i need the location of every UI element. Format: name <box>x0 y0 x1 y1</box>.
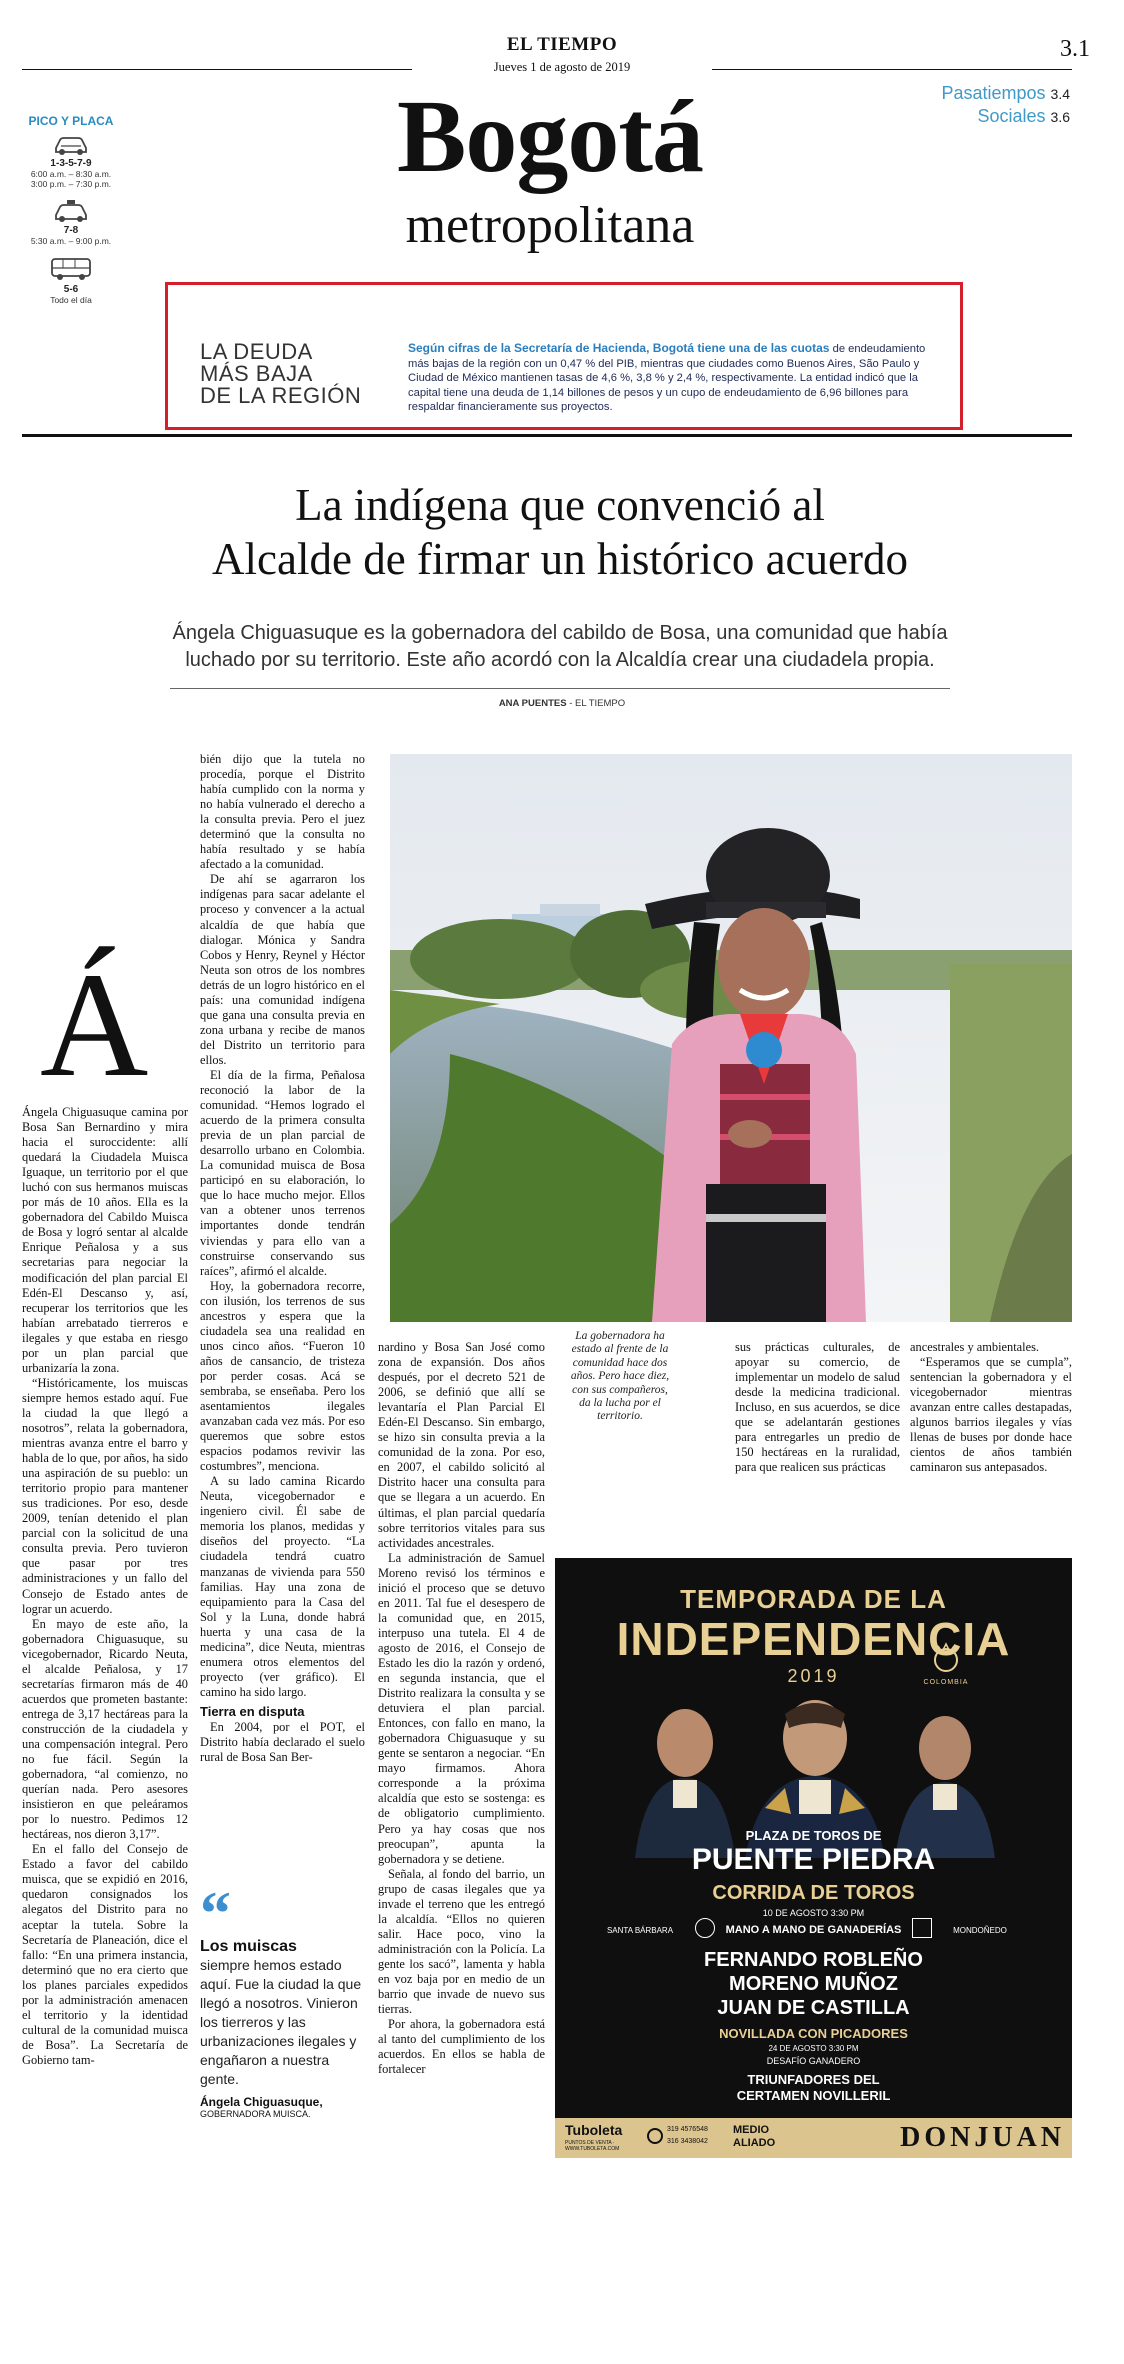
article-headline <box>60 478 1060 586</box>
tuboleta-logo: Tuboleta <box>565 2122 623 2138</box>
torero: FERNANDO ROBLEÑO <box>704 1949 923 1971</box>
article-column-1 <box>22 1105 188 2175</box>
deuda-title <box>200 341 420 407</box>
ad-event: CORRIDA DE TOROS <box>712 1882 915 1904</box>
ad-footer <box>555 2118 1072 2158</box>
paragraph: En 2004, por el POT, el Distrito había declarado el suelo rural de Bosa San Ber- <box>200 1720 365 1765</box>
ad-logo-text: COLOMBIA <box>923 1679 969 1686</box>
ad-line1: TEMPORADA DE LA <box>680 1584 947 1614</box>
index-page: 3.4 <box>1050 86 1070 102</box>
car-icon <box>52 134 90 156</box>
dropcap: Á <box>40 942 149 1108</box>
pullquote-text: siempre hemos estado aquí. Fue la ciudad la que llegó a nosotros. Vinieron los tierreros y las urbanizaciones ilegales y engañaron a nuestra gente. <box>200 1957 362 2087</box>
pico-row-car <box>18 134 124 189</box>
index-label: Pasatiempos <box>941 83 1046 103</box>
article-photo <box>390 754 1072 1322</box>
paragraph: Ángela Chiguasuque camina por Bosa San Bernardino y mira hacia el suroccidente: allí quedará la Ciudadela Muisca Iguaque, un territorio por el que luchó con sus hermanos muiscas por más de 10 años. Ella es la gobernadora del Cabildo Muisca de Bosa y logró sentar al alcalde Enrique Peñalosa y a sus secretarias para negociar la modificación del plan parcial El Edén-El Descanso y, así, recuperar los territorios que les habían arrebatado tierreros e ilegales y que estaba en riesgo por un plan parcial que urbanizaría la zona. <box>22 1105 188 1375</box>
masthead-paper: EL TIEMPO <box>506 34 618 55</box>
pico-row-bus <box>18 256 124 305</box>
ad-novillada: NOVILLADA CON PICADORES <box>719 2026 908 2041</box>
pullquote-author: Ángela Chiguasuque, <box>200 2095 323 2109</box>
paragraph: El día de la firma, Peñalosa reconoció la labor de la comunidad. “Hemos logrado el acuerdo de la primera consulta previa de un plan parcial de desarrollo urbano en Colombia. La comunidad muisca de Bosa participó en su elaboración, lo que lo hace mucho mejor. Ellos van a obtener unos terrenos importantes donde tendrán viviendas y para ello van a construirse conservando sus raíces”, afirmó el alcalde. <box>200 1067 365 1278</box>
ad-mano: MANO A MANO DE GANADERÍAS <box>725 1924 902 1936</box>
byline-rule <box>170 688 950 689</box>
section-index <box>880 82 1070 128</box>
ad-phone: 319 4576548 <box>667 2126 708 2133</box>
ad-ranch-left: SANTA BÁRBARA <box>606 1926 674 1935</box>
article-deck <box>100 620 1020 674</box>
pico-time: 5:30 a.m. – 9:00 p.m. <box>30 236 112 246</box>
paragraph: sus prácticas culturales, de apoyar su comercio, de implementar un modelo de salud desde la medicina tradicional. Incluso, en sus acuerdos, se dice que se adelantarán gestiones para entregarles un predio de 150 hectáreas en la ruralidad, para que realicen sus prácticas <box>735 1340 900 1475</box>
bullfight-ad[interactable] <box>555 1558 1072 2158</box>
ad-logo <box>911 1640 981 1686</box>
ad-medio: MEDIO <box>733 2124 770 2136</box>
paragraph: “Esperamos que se cumpla”, sentencian la gobernadora y el vicegobernador mientras avanzan entre calles destapadas, algunos barrios ilegales y vías llenas de buses por donde hace cientos de años también caminaron sus antepasados. <box>910 1355 1072 1475</box>
paragraph: Señala, al fondo del barrio, un grupo de casas ilegales que ya invade el terreno que les entregó la alcaldía. “Ellos no quieren salir. Hace poco, vino la administración con la Policía. La gente los sacó”, lamenta y habla en voz baja por en medio de un barrio que invade de nuevo sus tierras. <box>378 1866 545 2017</box>
ad-aliado: ALIADO <box>733 2137 776 2149</box>
section-title: Bogotá <box>397 79 703 194</box>
byline <box>362 698 762 709</box>
ranch-brand-icon <box>912 1918 932 1938</box>
paragraph: En mayo de este año, la gobernadora Chiguasuque, su vicegobernador, Ricardo Neuta, el alcalde Peñalosa, y 17 secretarías firmaron más de 40 acuerdos que prometen bastante: entrega de 3,17 hectáreas para la construcción de la ciudadela y una compensación integral. Pero no fue fácil. Según la gobernadora, “al comienzo, no querían nada. Pero asesores insistieron en que peleáramos por lo nuestro. Pedimos 12 hectáreas, nos dieron 3,17”. <box>22 1616 188 1842</box>
torero: JUAN DE CASTILLA <box>717 1997 910 2019</box>
whatsapp-icon <box>647 2128 663 2144</box>
ad-ranch-right: MONDOÑEDO <box>953 1926 1007 1935</box>
pullquote <box>200 1892 370 2119</box>
paragraph: Por ahora, la gobernadora está al tanto del cumplimiento de los acuerdos. En ellos se habla de fortalecer <box>378 2017 545 2077</box>
article-column-2 <box>200 752 365 1842</box>
deuda-body: de endeudamiento más bajas de la región con un 0,47 % del PIB, mientras que ciudades como Buenos Aires, São Paulo y Ciudad de México mantienen tasas de 4,6 %, 3,8 % y 2,4 %, respectivamente. La entidad indicó que la capital tiene una deuda de 1,14 billones de pesos y un cupo de endeudamiento de 6,96 billones para respaldar financieramente sus proyectos. <box>408 343 926 413</box>
deuda-title-line: MÁS BAJA <box>200 361 313 386</box>
pullquote-role: GOBERNADORA MUISCA. <box>200 2109 311 2119</box>
ad-certamen: CERTAMEN NOVILLERIL <box>736 2088 891 2103</box>
ad-date2: 24 DE AGOSTO 3:30 PM <box>768 2044 859 2053</box>
index-item[interactable] <box>880 82 1070 105</box>
torero: MORENO MUÑOZ <box>729 1973 898 1995</box>
deuda-title-line: DE LA REGIÓN <box>200 383 362 408</box>
ad-year: 2019 <box>787 1666 840 1686</box>
headline-line: La indígena que convenció al <box>295 480 825 530</box>
pullquote-lead: Los muiscas <box>200 1938 297 1955</box>
bus-icon <box>49 256 93 282</box>
section-rule <box>22 434 1072 437</box>
ad-phone: 316 3438042 <box>667 2138 708 2145</box>
masthead-rule-left <box>22 69 412 70</box>
pico-digits: 5-6 <box>63 284 79 295</box>
pico-digits: 1-3-5-7-9 <box>50 158 92 169</box>
photo-caption: La gobernadora ha estado al frente de la comunidad hace dos años. Pero hace diez, con sus compañeros, da la lucha por el territorio. <box>570 1330 670 1423</box>
tuboleta-sub: PUNTOS DE VENTA · WWW.TUBOLETA.COM <box>565 2140 620 2152</box>
paragraph: ancestrales y ambientales. <box>910 1340 1040 1354</box>
ad-venue: PUENTE PIEDRA <box>691 1843 936 1876</box>
article-column-5 <box>910 1340 1072 1480</box>
index-label: Sociales <box>977 106 1046 126</box>
byline-name: ANA PUENTES <box>498 698 567 709</box>
deuda-box <box>165 282 963 430</box>
pico-placa-title: PICO Y PLACA <box>28 114 114 128</box>
ad-date1: 10 DE AGOSTO 3:30 PM <box>762 1908 865 1918</box>
ad-triunfadores: TRIUNFADORES DEL <box>747 2072 880 2087</box>
index-page: 3.6 <box>1050 109 1070 125</box>
pico-time: Todo el día <box>50 295 92 305</box>
crown-logo-icon <box>932 1640 960 1674</box>
masthead-date: Jueves 1 de agosto de 2019 <box>493 60 631 74</box>
ad-line2: INDEPENDENCIA <box>616 1613 1011 1665</box>
deuda-title-line: LA DEUDA <box>200 339 313 364</box>
ad-toreros <box>555 1948 1072 2020</box>
page-number: 3.1 <box>1060 36 1090 62</box>
paragraph: A su lado camina Ricardo Neuta, vicegobernador e ingeniero civil. Él sabe de memoria los planos, medidas y diseños del proyecto. “La ciudadela tendrá cuatro manzanas de vivienda para 550 familias. Hay una zona de equipamiento para la Casa del Sol y la Luna, donde habrá huerta y una casa de la medicina”, dice Neuta, mientras enumera otros elementos del proyecto (ver gráfico). El camino ha sido largo. <box>200 1474 365 1699</box>
pico-time: 3:00 p.m. – 7:30 p.m. <box>30 179 112 189</box>
paragraph: nardino y Bosa San José como zona de expansión. Dos años después, por el decreto 521 de 2006, se definió que allí se levantaría el Plan Parcial El Edén-El Descanso. Sin embargo, se hizo sin consulta previa a la comunidad de la zona. Por eso, en 2007, el cabildo solicitó al Distrito hacer una consulta para que se llegara a un acuerdo. En últimas, el plan parcial quedaría sobre territorios vitales para sus actividades ancestrales. <box>378 1340 545 1550</box>
paragraph: bién dijo que la tutela no procedía, porque el Distrito había cumplido con la norma y no había vulnerado el derecho a la consulta previa. Pero el juez determinó que la consulta no había resultado y se había afectado a la comunidad. <box>200 752 365 872</box>
index-item[interactable] <box>880 105 1070 128</box>
ad-plaza: PLAZA DE TOROS DE <box>745 1828 882 1843</box>
headline-line: Alcalde de firmar un histórico acuerdo <box>212 534 908 584</box>
subhead: Tierra en disputa <box>200 1703 305 1719</box>
pico-placa-box <box>18 114 124 315</box>
paragraph: “Históricamente, los muiscas siempre hemos estado aquí. Fue la ciudad la que llegó a nosotros”, relata la gobernadora, mientras avanza entre el barro y habla de lo que, por años, ha sido una aspiración de su pueblo: un territorio propio para mantener sus tradiciones. Por eso, desde 2009, tenían detenido el plan parcial con la solicitud de una consulta previa. Pero tuvieron que pasar por tres administraciones y un fallo del Consejo de Estado antes de lograr un acuerdo. <box>22 1375 188 1616</box>
ad-brand: DONJUAN <box>900 2122 1065 2153</box>
ad-desafio: DESAFÍO GANADERO <box>766 2056 861 2066</box>
deck-line: Ángela Chiguasuque es la gobernadora del cabildo de Bosa, una comunidad que había <box>172 622 948 644</box>
article-column-4 <box>735 1340 900 1480</box>
photo-gobernadora <box>390 754 1072 1322</box>
pico-digits: 7-8 <box>63 225 79 236</box>
quote-icon: “ <box>200 1892 231 1930</box>
pico-time: 6:00 a.m. – 8:30 a.m. <box>30 169 112 179</box>
deck-line: luchado por su territorio. Este año acordó con la Alcaldía crear una ciudadela propia. <box>185 649 935 671</box>
paragraph: En el fallo del Consejo de Estado a favor del cabildo muisca, que se expidió en 2016, quedaron consignados los alegatos del Distrito para no aceptar la tutela. Sobre la Secretaría de Planeación, dice el fallo: “En una primera instancia, determinó que no era cierto que los planes parciales expedidos por la administración amenacen el territorio y la identidad cultural de la comunidad muisca de Bosa”. La Secretaría de Gobierno tam- <box>22 1842 188 2067</box>
section-subtitle: metropolitana <box>405 197 695 254</box>
deuda-text <box>408 341 938 415</box>
paragraph: De ahí se agarraron los indígenas para sacar adelante el proceso y convencer a la actual alcaldía de que había que dialogar. Mónica y Sandra Cobos y Henry, Reynel y Héctor Neuta son otros de los nombres detrás de un logro histórico en el país: una comunidad indígena que gana una consulta previa en zona urbana y recibe de manos del Distrito un territorio para ellos. <box>200 872 365 1067</box>
paragraph: Hoy, la gobernadora recorre, con ilusión, los terrenos de sus ancestros y espera que la ciudadela sea una realidad en unos cinco años. “Fueron 10 años de cansancio, de tristeza por perder cosas. Acá se sembraba, se enseñaba. Pero los asentamientos ilegales avanzaban cada vez más. Por eso queremos que sobre estos espacios podamos revivir las costumbres”, menciona. <box>200 1278 365 1474</box>
article-column-3 <box>378 1340 545 2160</box>
pico-row-taxi <box>18 199 124 246</box>
taxi-icon <box>52 199 90 223</box>
masthead-rule-right <box>712 69 1072 70</box>
deuda-lead: Según cifras de la Secretaría de Hacienda, Bogotá tiene una de las cuotas <box>408 341 830 355</box>
paragraph: La administración de Samuel Moreno revisó los términos e inició el proceso que se detuvo en 2011. Tal fue el desespero de la comunidad que, en 2015, interpuso una tutela. El 4 de agosto de 2016, el Consejo de Estado les dio la razón y ordenó, en segunda instancia, que el Distrito realizara la consulta y se detuviera el plan parcial. Entonces, con fallo en mano, la gobernadora Chiguasuque y su gente se sentaron a negociar. “En mayo firmamos. Ahora corresponde a la próxima alcaldía que esto se sostenga: es de obligatorio cumplimiento. Pero ya hay cosas que nos preocupan”, apunta la gobernadora y se detiene. <box>378 1550 545 1866</box>
byline-outlet: - EL TIEMPO <box>566 698 626 709</box>
